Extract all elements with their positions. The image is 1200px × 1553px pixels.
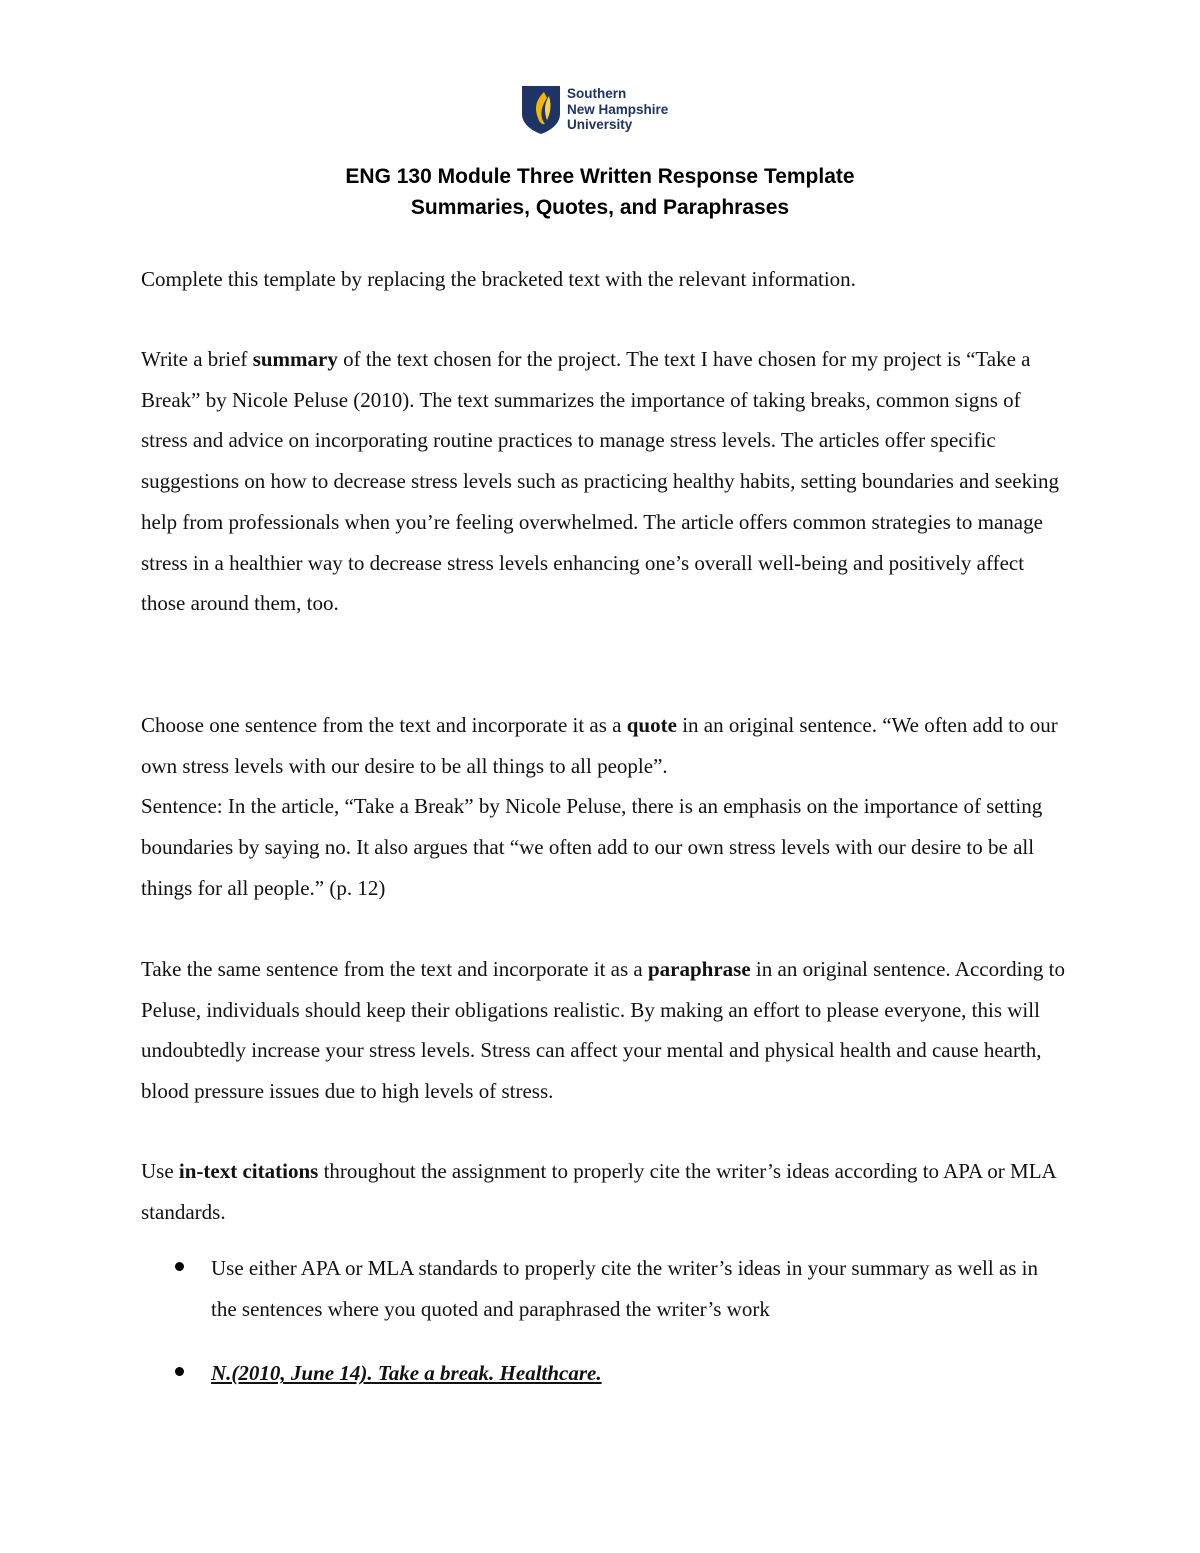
- citations-text: throughout the assignment to properly cite the writer’s ideas according to APA or MLA standards.: [141, 1159, 1056, 1224]
- summary-keyword: summary: [252, 347, 338, 371]
- list-item: [141, 1248, 1066, 1329]
- paraphrase-text: in an original sentence. According to Peluse, individuals should keep their obligations realistic. By making an effort to please everyone, this will undoubtedly increase your stress levels. Stress can affect your mental and physical health and cause hearth, blood pressure issues due to high levels of stress.: [141, 957, 1065, 1104]
- quote-text: in an original sentence. “We often add to our own stress levels with our desire to be all things to all people”.: [141, 713, 1058, 778]
- paraphrase-keyword: paraphrase: [647, 957, 751, 981]
- citations-prefix: Use: [141, 1159, 179, 1183]
- citations-bullet-list: [141, 1248, 1066, 1394]
- quote-keyword: quote: [626, 713, 677, 737]
- summary-paragraph: [141, 339, 1066, 624]
- logo-line: University: [567, 117, 633, 132]
- citations-keyword: in-text citations: [178, 1159, 319, 1183]
- instructions-paragraph: Complete this template by replacing the bracketed text with the relevant information.: [141, 267, 856, 291]
- bullet-icon: [175, 1262, 184, 1271]
- paraphrase-prefix: Take the same sentence from the text and incorporate it as a: [141, 957, 648, 981]
- quote-sentence: Sentence: In the article, “Take a Break” by Nicole Peluse, there is an emphasis on the importance of setting boundaries by saying no. It also argues that “we often add to our own stress levels with our desire to be all things for all people.” (p. 12): [141, 794, 1043, 900]
- document-subtitle: Summaries, Quotes, and Paraphrases: [410, 196, 790, 219]
- university-logo-wordmark: [567, 86, 668, 133]
- paraphrase-paragraph: [141, 949, 1066, 1112]
- citations-paragraph: [141, 1151, 1066, 1232]
- reference-citation: N.(2010, June 14). Take a break. Healthcare.: [211, 1361, 602, 1386]
- quote-paragraph: [141, 705, 1066, 909]
- logo-line: Southern: [567, 86, 627, 101]
- document-title: ENG 130 Module Three Written Response Template: [345, 165, 855, 188]
- summary-text: of the text chosen for the project. The text I have chosen for my project is “Take a Break” by Nicole Peluse (2010). The text summarizes the importance of taking breaks, common signs of stress and advice on incorporating routine practices to manage stress levels. The articles offer specific suggestions on how to decrease stress levels such as practicing healthy habits, setting boundaries and seeking help from professionals when you’re feeling overwhelmed. The article offers common strategies to manage stress in a healthier way to decrease stress levels enhancing one’s overall well-being and positively affect those around them, too.: [141, 347, 1059, 616]
- bullet-icon: [175, 1367, 184, 1376]
- logo-line: New Hampshire: [567, 101, 669, 117]
- list-item: [141, 1353, 1066, 1394]
- quote-prefix: Choose one sentence from the text and incorporate it as a: [141, 713, 627, 737]
- summary-prefix: Write a brief: [141, 347, 253, 371]
- bullet-text: Use either APA or MLA standards to properly cite the writer’s ideas in your summary as well as in the sentences where you quoted and paraphrased the writer’s work: [211, 1256, 1039, 1321]
